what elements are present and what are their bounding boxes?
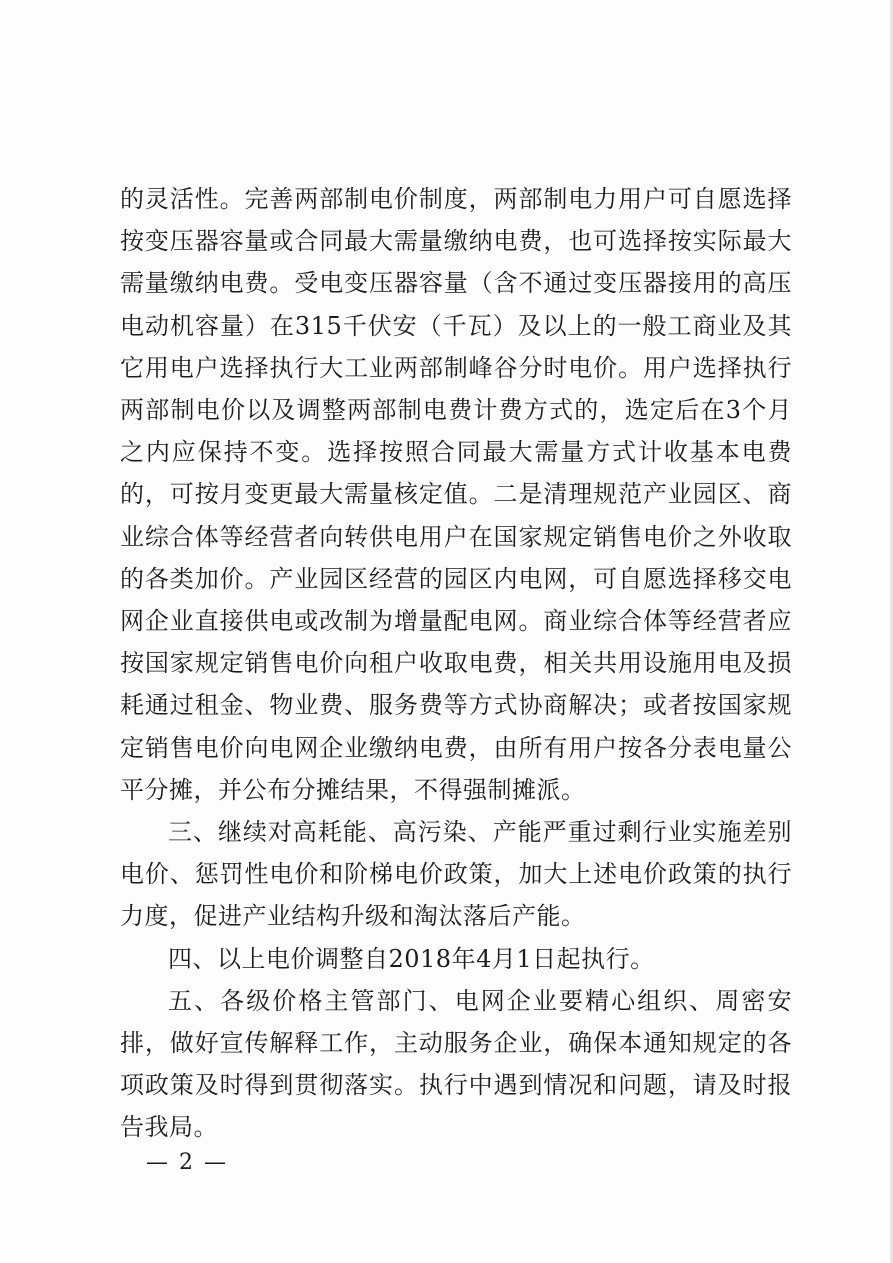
paragraph-section-five: 五、各级价格主管部门、电网企业要精心组织、周密安排，做好宣传解释工作，主动服务企业，确保本通知规定的各项政策及时得到贯彻落实。执行中遇到情况和问题，请及时报告我局。 (120, 986, 792, 1142)
paragraph-section-four: 四、以上电价调整自2018年4月1日起执行。 (168, 944, 655, 973)
paragraph-continuation: 的灵活性。完善两部制电价制度，两部制电力用户可自愿选择按变压器容量或合同最大需量缴纳电费，也可选择按实际最大需量缴纳电费。受电变压器容量（含不通过变压器接用的高压电动机容量）在315千伏安（千瓦）及以上的一般工商业及其它用电户选择执行大工业两部制峰谷分时电价。用户选择执行两部制电价以及调整两部制电费计费方式的，选定后在3个月之内应保持不变。选择按照合同最大需量方式计收基本电费的，可按月变更最大需量核定值。二是清理规范产业园区、商业综合体等经营者向转供电用户在国家规定销售电价之外收取的各类加价。产业园区经营的园区内电网，可自愿选择移交电网企业直接供电或改制为增量配电网。商业综合体等经营者应按国家规定销售电价向租户收取电费，相关共用设施用电及损耗通过租金、物业费、服务费等方式协商解决；或者按国家规定销售电价向电网企业缴纳电费，由所有用户按各分表电量公平分摊，并公布分摊结果，不得强制摊派。 (120, 185, 792, 804)
document-body (120, 178, 792, 1149)
page-number: — 2 — (146, 1150, 228, 1175)
paragraph-section-three: 三、继续对高耗能、高污染、产能严重过剩行业实施差别电价、惩罚性电价和阶梯电价政策，加大上述电价政策的执行力度，促进产业结构升级和淘汰落后产能。 (120, 818, 792, 931)
